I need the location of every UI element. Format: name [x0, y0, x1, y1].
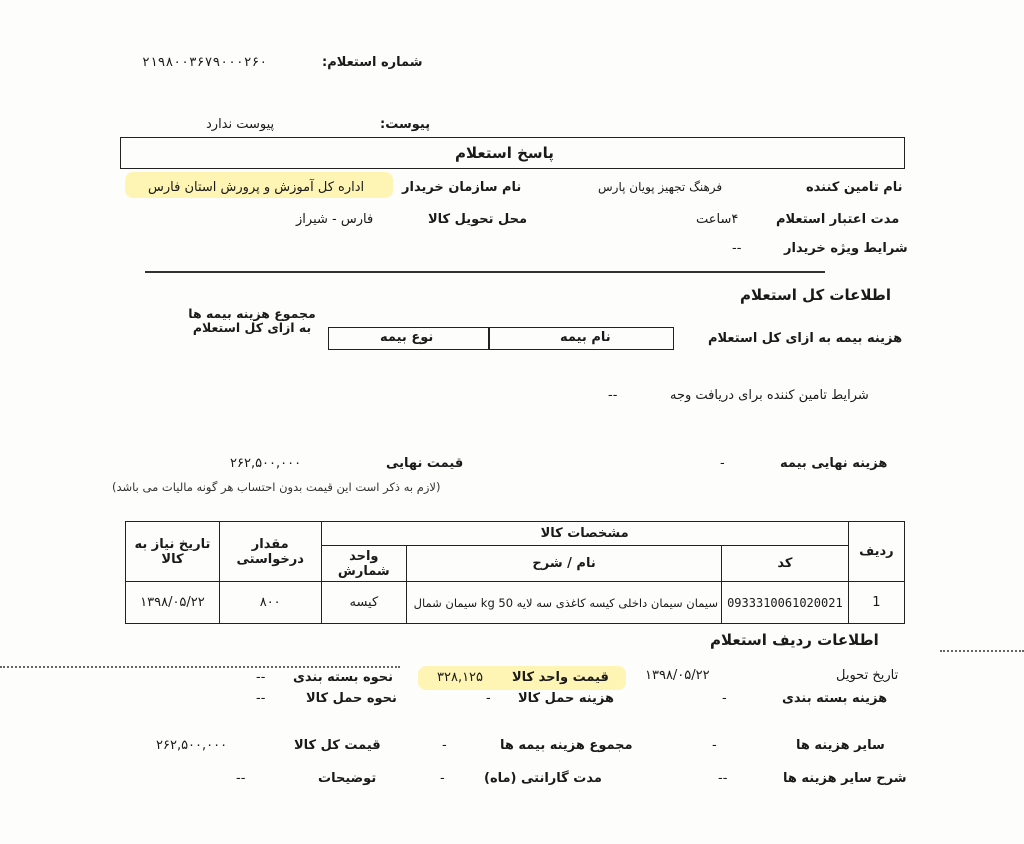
specs-header: مشخصات کالا	[321, 522, 848, 546]
delivery-place-label: محل تحویل کالا	[428, 212, 528, 227]
attachment-value: پیوست ندارد	[206, 117, 275, 132]
validity-value: ۴ساعت	[696, 212, 739, 227]
divider	[145, 271, 825, 273]
item-qty: ۸۰۰	[219, 582, 321, 624]
packaging-method-value: --	[256, 670, 266, 685]
packaging-cost-label: هزینه بسته بندی	[782, 691, 888, 706]
shipping-cost-value: -	[486, 691, 491, 706]
divider	[0, 666, 400, 668]
inquiry-number-value: ۲۱۹۸۰۰۳۶۷۹۰۰۰۲۶۰	[142, 55, 268, 70]
packaging-cost-value: -	[722, 691, 727, 706]
item-need-date: ۱۳۹۸/۰۵/۲۲	[126, 582, 220, 624]
shipping-method-value: --	[256, 691, 266, 706]
code-header: کد	[721, 546, 848, 582]
final-insurance-value: -	[720, 456, 725, 471]
name-header: نام / شرح	[407, 546, 722, 582]
divider	[940, 650, 1024, 652]
other-costs-desc-value: --	[718, 771, 728, 786]
unit-price-label: قیمت واحد کالا	[512, 670, 609, 685]
total-price-label: قیمت کل کالا	[294, 738, 381, 753]
unit-header: واحد شمارش	[321, 546, 407, 582]
buyer-conditions-label: شرایط ویژه خریدار	[784, 241, 908, 256]
insurance-type-header: نوع بیمه	[380, 330, 434, 345]
shipping-cost-label: هزینه حمل کالا	[518, 691, 615, 706]
delivery-date-label: تاریخ تحویل	[836, 668, 899, 683]
divider	[488, 327, 490, 350]
packaging-method-label: نحوه بسته بندی	[293, 670, 394, 685]
need-date-header: تاریخ نیاز به کالا	[126, 522, 220, 582]
final-price-label: قیمت نهایی	[386, 456, 464, 471]
table-row	[126, 582, 905, 624]
page-title: پاسخ استعلام	[455, 144, 554, 162]
final-price-note: (لازم به ذکر است این قیمت بدون احتساب هر گونه مالیات می باشد)	[112, 480, 441, 494]
buyer-conditions-value: --	[732, 241, 742, 256]
buyer-label: نام سازمان خریدار	[402, 180, 522, 195]
items-table	[125, 521, 905, 624]
shipping-method-label: نحوه حمل کالا	[306, 691, 397, 706]
warranty-value: -	[440, 771, 445, 786]
delivery-place-value: فارس - شیراز	[296, 212, 374, 227]
supplier-value: فرهنگ تجهیز پویان پارس	[598, 180, 723, 194]
row-info-section-title: اطلاعات ردیف استعلام	[710, 631, 879, 649]
other-costs-value: -	[712, 738, 717, 753]
row-number: 1	[848, 582, 904, 624]
final-insurance-label: هزینه نهایی بیمه	[780, 456, 888, 471]
inquiry-number-label: شماره استعلام:	[322, 55, 423, 70]
other-costs-desc-label: شرح سایر هزینه ها	[783, 771, 907, 786]
notes-value: --	[236, 771, 246, 786]
other-costs-label: سایر هزینه ها	[796, 738, 885, 753]
validity-label: مدت اعتبار استعلام	[776, 212, 900, 227]
insurance-total-row-value: -	[442, 738, 447, 753]
item-code: 0933310061020021	[721, 582, 848, 624]
insurance-label: هزینه بیمه به ازای کل استعلام	[708, 331, 903, 346]
unit-price-value: ۳۲۸,۱۲۵	[437, 670, 484, 685]
delivery-date-value: ۱۳۹۸/۰۵/۲۲	[645, 668, 710, 683]
total-price-value: ۲۶۲,۵۰۰,۰۰۰	[156, 738, 228, 753]
attachment-label: پیوست:	[380, 117, 431, 132]
qty-header: مقدار درخواستی	[219, 522, 321, 582]
payment-terms-value: --	[608, 388, 618, 403]
notes-label: توضیحات	[318, 771, 377, 786]
insurance-total-row-label: مجموع هزینه بیمه ها	[500, 738, 633, 753]
item-name: سیمان سیمان داخلی کیسه کاغذی سه لایه kg 50 سیمان شمال	[407, 582, 722, 624]
payment-terms-label: شرایط تامین کننده برای دریافت وجه	[670, 388, 869, 403]
insurance-name-header: نام بیمه	[560, 330, 611, 345]
supplier-label: نام تامین کننده	[806, 180, 903, 195]
final-price-value: ۲۶۲,۵۰۰,۰۰۰	[230, 456, 302, 471]
general-section-title: اطلاعات کل استعلام	[740, 286, 892, 304]
buyer-value: اداره کل آموزش و پرورش استان فارس	[148, 180, 365, 195]
warranty-label: مدت گارانتی (ماه)	[484, 771, 602, 786]
insurance-total-label: مجموع هزینه بیمه ها به ازای کل استعلام	[188, 306, 316, 335]
row-header: ردیف	[848, 522, 904, 582]
item-unit: کیسه	[321, 582, 407, 624]
